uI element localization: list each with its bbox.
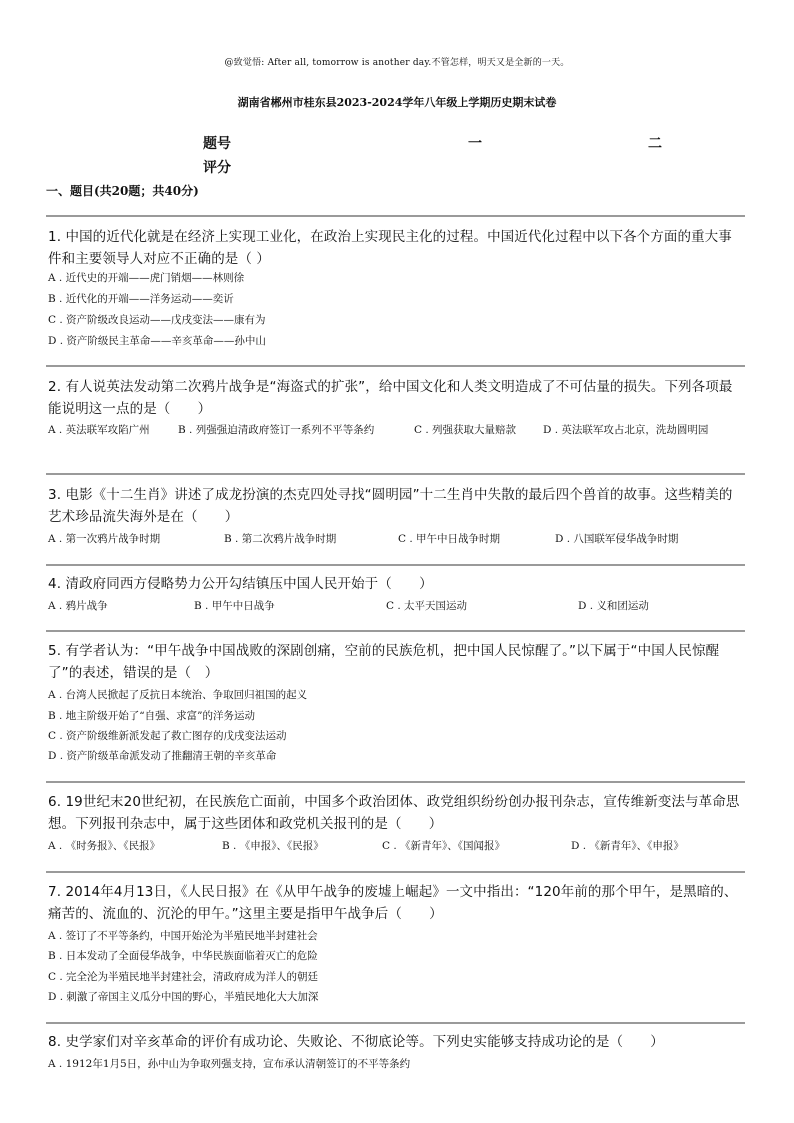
- question-7-option-c: C . 完全沦为半殖民地半封建社会，清政府成为洋人的朝廷: [48, 971, 319, 983]
- question-7-text: 7. 2014年4月13日，《人民日报》在《从甲午战争的废墟上崛起》一文中指出：“120年前的那个甲午，是黑暗的、痛苦的、流血的、沉沦的甲午。”这里主要是指甲午战争后（ ）: [48, 884, 738, 922]
- section-title: 一、题目(共20题；共40分): [46, 184, 199, 198]
- question-divider: [46, 473, 745, 475]
- question-6-option-d: D . 《新青年》、《申报》: [571, 840, 684, 852]
- question-5-text: 5. 有学者认为：“甲午战争中国战败的深剧创痛，空前的民族危机，把中国人民惊醒了。”以下属于“中国人民惊醒了”的表述，错误的是（ ）: [48, 643, 720, 681]
- question-3-option-a: A . 第一次鸦片战争时期: [48, 533, 161, 545]
- question-4-option-b: B . 甲午中日战争: [194, 600, 275, 612]
- question-1-option-c: C . 资产阶级改良运动——戊戌变法——康有为: [48, 314, 266, 326]
- question-4-text: 4. 清政府同西方侵略势力公开勾结镇压中国人民开始于（ ）: [48, 576, 433, 592]
- question-5-option-a: A . 台湾人民掀起了反抗日本统治、争取回归祖国的起义: [48, 689, 308, 701]
- question-divider: [46, 781, 745, 783]
- question-divider: [46, 1022, 745, 1024]
- question-5-option-d: D . 资产阶级革命派发动了推翻清王朝的辛亥革命: [48, 750, 277, 762]
- question-3-text: 3. 电影《十二生肖》讲述了成龙扮演的杰克四处寻找“圆明园”十二生肖中失散的最后四个兽首的故事。这些精美的艺术珍品流失海外是在（ ）: [48, 487, 733, 525]
- question-1-option-d: D . 资产阶级民主革命——辛亥革命——孙中山: [48, 335, 266, 347]
- question-3-option-c: C . 甲午中日战争时期: [398, 533, 501, 545]
- question-2-option-a: A . 英法联军攻陷广州: [48, 424, 150, 436]
- question-6-text: 6. 19世纪末20世纪初，在民族危亡面前，中国多个政治团体、政党组织纷纷创办报刊杂志，宣传维新变法与革命思想。下列报刊杂志中，属于这些团体和政党机关报刊的是（ ）: [48, 794, 740, 832]
- question-4-option-a: A . 鸦片战争: [48, 600, 108, 612]
- question-7-option-a: A . 签订了不平等条约，中国开始沦为半殖民地半封建社会: [48, 930, 318, 942]
- question-8-text: 8. 史学家们对辛亥革命的评价有成功论、失败论、不彻底论等。下列史实能够支持成功论的是（ ）: [48, 1034, 664, 1050]
- question-3-option-b: B . 第二次鸦片战争时期: [224, 533, 337, 545]
- question-divider: [46, 365, 745, 367]
- motto-line: @致觉悟: After all, tomorrow is another day.不管怎样，明天又是全新的一天。: [224, 58, 570, 68]
- question-6-option-c: C . 《新青年》、《国闻报》: [382, 840, 506, 852]
- question-1-option-a: A . 近代史的开端——虎门销烟——林则徐: [48, 272, 245, 284]
- question-6-option-a: A . 《时务报》、《民报》: [48, 840, 161, 852]
- question-7-option-b: B . 日本发动了全面侵华战争，中华民族面临着灭亡的危险: [48, 950, 318, 962]
- question-6-option-b: B . 《申报》、《民报》: [222, 840, 324, 852]
- question-divider: [46, 564, 745, 566]
- exam-title: 湖南省郴州市桂东县2023-2024学年八年级上学期历史期末试卷: [237, 96, 557, 109]
- question-3-option-d: D . 八国联军侵华战争时期: [555, 533, 679, 545]
- question-5-option-b: B . 地主阶级开始了“自强、求富”的洋务运动: [48, 710, 255, 722]
- question-1-text: 1. 中国的近代化就是在经济上实现工业化，在政治上实现民主化的过程。中国近代化过程中以下各个方面的重大事件和主要领导人对应不正确的是（ ）: [48, 229, 732, 267]
- question-2-option-d: D . 英法联军攻占北京，洗劫圆明园: [543, 424, 709, 436]
- score-table-label-qnum: 题号: [203, 136, 231, 152]
- question-2-option-b: B . 列强强迫清政府签订一系列不平等条约: [178, 424, 375, 436]
- question-2-option-c: C . 列强获取大量赔款: [414, 424, 517, 436]
- question-divider: [46, 215, 745, 217]
- question-divider: [46, 871, 745, 873]
- question-4-option-c: C . 太平天国运动: [386, 600, 468, 612]
- question-5-option-c: C . 资产阶级维新派发起了救亡图存的戊戌变法运动: [48, 730, 287, 742]
- question-8-option-a: A . 1912年1月5日，孙中山为争取列强支持，宣布承认清朝签订的不平等条约: [48, 1058, 411, 1070]
- score-table-col-1: 一: [468, 136, 482, 152]
- question-2-text: 2. 有人说英法发动第二次鸦片战争是“海盗式的扩张”，给中国文化和人类文明造成了不可估量的损失。下列各项最能说明这一点的是（ ）: [48, 379, 733, 417]
- question-1-option-b: B . 近代化的开端——洋务运动——奕䜣: [48, 293, 234, 305]
- question-divider: [46, 630, 745, 632]
- question-4-option-d: D . 义和团运动: [578, 600, 649, 612]
- question-7-option-d: D . 刺激了帝国主义瓜分中国的野心，半殖民地化大大加深: [48, 991, 319, 1003]
- score-table-label-score: 评分: [203, 160, 231, 176]
- score-table-col-2: 二: [648, 136, 662, 152]
